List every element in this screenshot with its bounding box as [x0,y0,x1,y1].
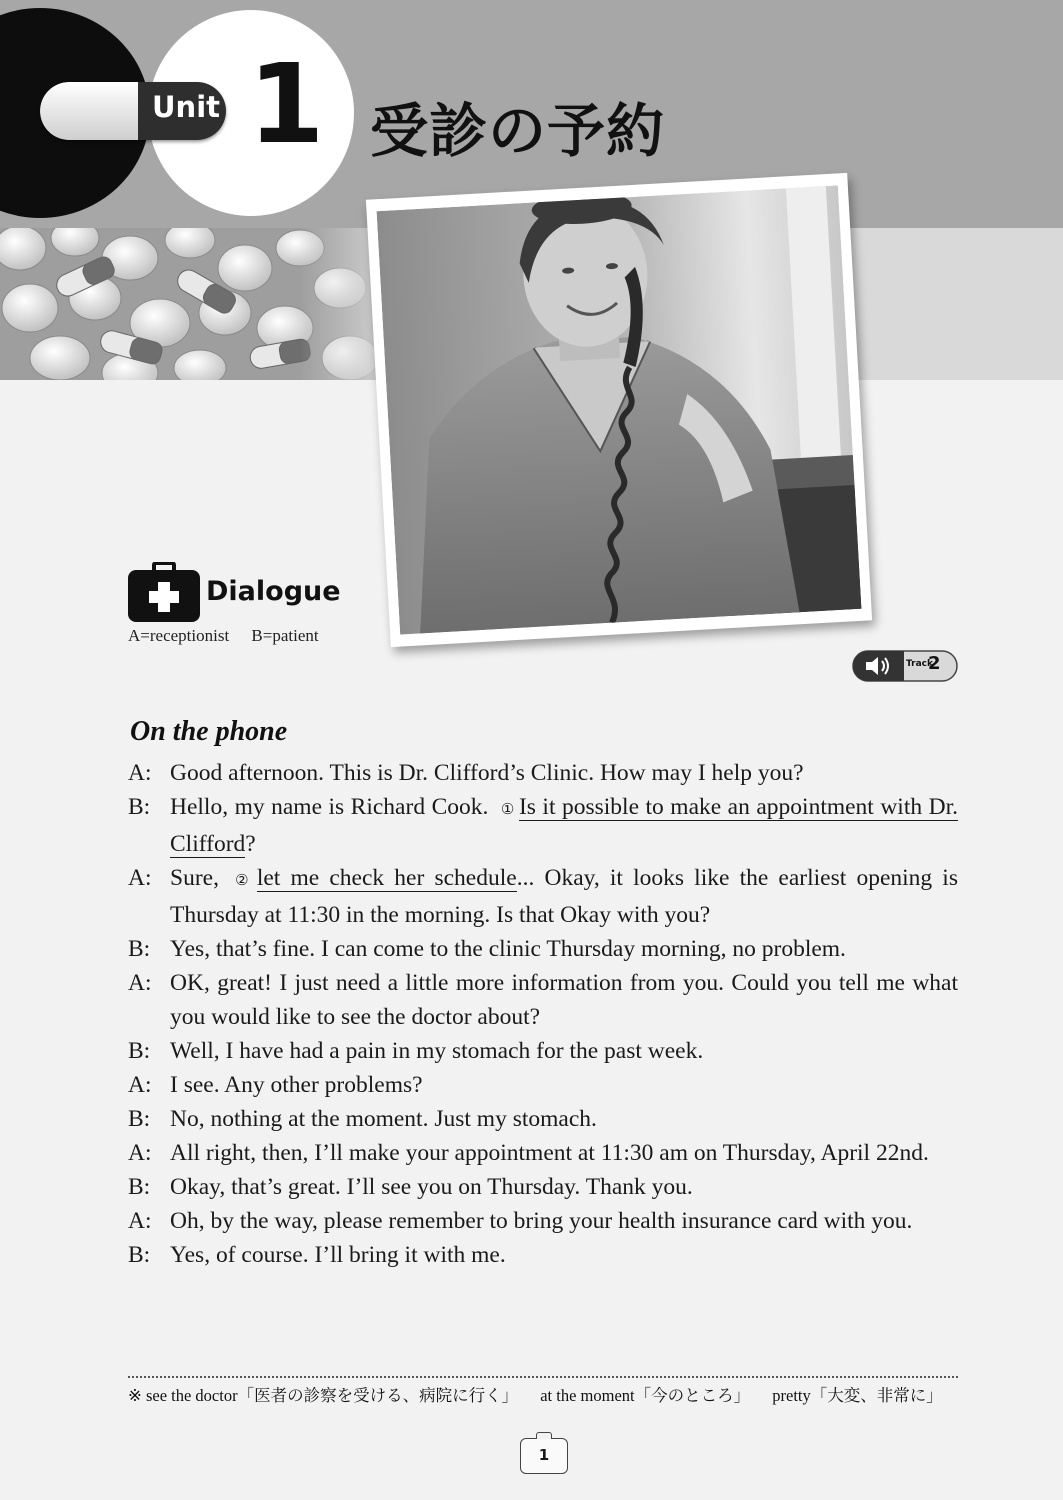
speech [170,861,958,932]
key-expression-2: let me check her schedule [256,865,517,891]
dialogue-line [128,790,958,861]
speaker: B: [128,1174,151,1200]
speaker-icon [864,654,894,678]
page-number-badge [520,1438,568,1474]
dialogue-text [128,756,958,1272]
role-legend [128,626,333,646]
speech-text: ... Okay, it looks like the earliest opening is Thursday at 11:30 in the morning. Is that Okay with you? [170,865,958,928]
vocabulary-footnote [128,1382,943,1406]
speech-text: ? [245,831,256,857]
role-a: A=receptionist [128,626,230,645]
expression-marker-1: ① [500,802,515,818]
footnote-term: see the doctor [145,1386,238,1405]
speech: Yes, that’s fine. I can come to the clinic Thursday morning, no problem. [170,936,846,962]
audio-track-badge[interactable] [852,650,958,682]
capsule-white-half [40,82,138,140]
unit-label: Unit [152,90,220,124]
speech: All right, then, I’ll make your appointment at 11:30 am on Thursday, April 22nd. [170,1140,929,1166]
speaker: A: [128,1140,152,1166]
track-label: Track [906,659,933,669]
speech [170,790,958,861]
speaker: A: [128,1208,152,1234]
footnote-gloss: 「医者の診察を受ける、病院に行く」 [237,1386,519,1405]
dialogue-line [128,1068,958,1102]
dialogue-line [128,1102,958,1136]
dialogue-line [128,1034,958,1068]
track-number: 2 [928,653,941,674]
unit-number: 1 [248,40,325,168]
speaker: B: [128,794,151,820]
speech: Oh, by the way, please remember to bring your health insurance card with you. [170,1208,913,1234]
expression-marker-2: ② [235,873,253,889]
speaker: A: [128,865,152,891]
unit-capsule-badge [40,82,226,140]
footnote-gloss: 「今のところ」 [634,1386,751,1405]
speech: I see. Any other problems? [170,1072,423,1098]
speaker: A: [128,970,152,996]
dialogue-line [128,756,958,790]
footnote-gloss: 「大変、非常に」 [810,1386,943,1405]
footnote-term: at the moment [540,1386,635,1405]
photo-frame [366,173,872,647]
speech: Well, I have had a pain in my stomach for the past week. [170,1038,704,1064]
speaker: B: [128,1242,151,1268]
footnote-mark: ※ [128,1386,142,1405]
pills-photo [0,228,400,380]
dialogue-heading: Dialogue [206,576,341,607]
dialogue-line [128,966,958,1034]
speech-text: Sure, [170,865,230,891]
speaker: B: [128,936,151,962]
dialogue-line [128,932,958,966]
speaker: B: [128,1038,151,1064]
dialogue-line [128,1238,958,1272]
speaker: A: [128,760,152,786]
footnote-term: pretty [772,1386,811,1405]
key-expression-1: Is it possible to make an appointment with Dr. Clifford [170,794,958,857]
dotted-divider [128,1376,958,1378]
speaker: B: [128,1106,151,1132]
speech-text: Hello, my name is Richard Cook. [170,794,495,820]
dialogue-line [128,1204,958,1238]
speech: OK, great! I just need a little more information from you. Could you tell me what you would like to see the doctor about? [170,970,958,1030]
speech: Yes, of course. I’ll bring it with me. [170,1242,506,1268]
first-aid-kit-icon [128,562,200,622]
speech: Okay, that’s great. I’ll see you on Thursday. Thank you. [170,1174,693,1200]
speech: No, nothing at the moment. Just my stomach. [170,1106,597,1132]
page-number: 1 [538,1446,550,1464]
scene-title: On the phone [130,716,288,747]
speech: Good afternoon. This is Dr. Clifford’s Clinic. How may I help you? [170,760,804,786]
dialogue-line [128,1170,958,1204]
unit-title: 受診の予約 [370,97,666,165]
dialogue-line [128,861,958,932]
dialogue-line [128,1136,958,1170]
role-b: B=patient [251,626,319,645]
page-badge-handle [536,1432,552,1439]
nurse-on-phone-photo [377,185,862,634]
speaker: A: [128,1072,152,1098]
